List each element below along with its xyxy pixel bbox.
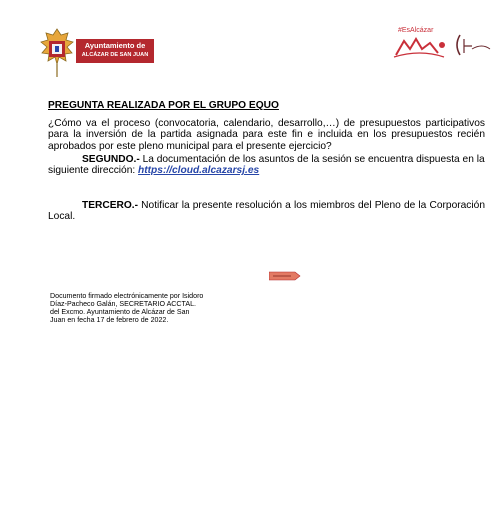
es-alcazar-logo-text: #EsAlcázar	[398, 27, 434, 34]
org-name-banner	[76, 39, 154, 63]
question-heading: PREGUNTA REALIZADA POR EL GRUPO EQUO	[48, 100, 279, 111]
signature-stamp-icon	[269, 271, 301, 281]
cloud-link[interactable]: https://cloud.alcazarsj.es	[138, 165, 260, 177]
city-emblem-icon	[452, 31, 492, 59]
signature-line-4: Juan en fecha 17 de febrero de 2022.	[50, 316, 169, 325]
org-name-line2: ALCÁZAR DE SAN JUAN	[81, 52, 149, 58]
signature-block	[50, 292, 225, 324]
signature-line-3: del Excmo. Ayuntamiento de Alcázar de San	[50, 308, 190, 317]
signature-line-2: Díaz-Pacheco Galán, SECRETARIO ACCTAL.	[50, 300, 196, 309]
es-alcazar-logo	[392, 27, 448, 63]
question-text: ¿Cómo va el proceso (convocatoria, calendario, desarrollo,…) de presupuestos participativos para la inversión de la partida asignada para este fin e incluida en los presupuestos recién aprobados por este pleno municipal para el presente ejercicio?	[48, 118, 485, 152]
org-name-line1: Ayuntamiento de	[84, 41, 146, 50]
tercero-text: Notificar la presente resolución a los miembros del Pleno de la Corporación Local.	[48, 200, 485, 223]
campaign-logos	[392, 27, 492, 67]
segundo-text: La documentación de los asuntos de la sesión se encuentra dispuesta en la siguiente dirección:	[48, 154, 485, 177]
segundo-label: SEGUNDO.-	[82, 154, 140, 165]
segundo-paragraph	[48, 154, 485, 177]
signature-line-1: Documento firmado electrónicamente por Isidoro	[50, 292, 204, 300]
skyline-icon	[392, 27, 448, 63]
coat-of-arms-icon	[38, 27, 76, 79]
municipal-logo	[38, 27, 154, 79]
tercero-paragraph	[48, 200, 485, 223]
tercero-label: TERCERO.-	[82, 200, 139, 211]
